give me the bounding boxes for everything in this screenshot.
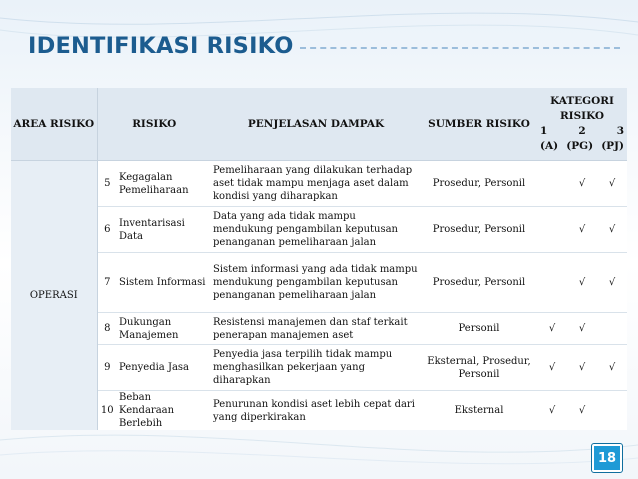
page-title: IDENTIFIKASI RISIKO [28, 33, 294, 59]
impact-description: Penurunan kondisi aset lebih cepat dari yang diperkirakan [211, 391, 421, 431]
risk-name: Sistem Informasi [117, 253, 211, 313]
category-1-check: √ [537, 345, 567, 391]
risk-name: Dukungan Manajemen [117, 313, 211, 345]
category-code: (PJ) [601, 140, 624, 152]
category-2-check: √ [567, 161, 597, 207]
risk-source: Prosedur, Personil [421, 207, 537, 253]
impact-description: Penyedia jasa terpilih tidak mampu menghasilkan pekerjaan yang diharapkan [211, 345, 421, 391]
row-number: 9 [97, 345, 117, 391]
table-row [11, 253, 627, 313]
page-number-badge: 18 [592, 444, 622, 472]
risk-name: Beban Kendaraan Berlebih [117, 391, 211, 431]
category-1-check [537, 161, 567, 207]
impact-description: Data yang ada tidak mampu mendukung pengambilan keputusan penanganan pemeliharaan jalan [211, 207, 421, 253]
header-category [537, 88, 627, 161]
risk-name: Kegagalan Pemeliharaan [117, 161, 211, 207]
category-3-check: √ [597, 345, 627, 391]
risk-name: Inventarisasi Data [117, 207, 211, 253]
risk-source: Eksternal, Prosedur, Personil [421, 345, 537, 391]
table-row [11, 391, 627, 431]
table-header-row [11, 88, 627, 161]
table-row [11, 207, 627, 253]
category-1-check [537, 207, 567, 253]
risk-table [11, 88, 627, 430]
risk-source: Personil [421, 313, 537, 345]
category-2-check: √ [567, 345, 597, 391]
table-row [11, 161, 627, 207]
risk-source: Prosedur, Personil [421, 253, 537, 313]
category-3-check [597, 313, 627, 345]
category-3-check: √ [597, 207, 627, 253]
header-source: SUMBER RISIKO [421, 88, 537, 161]
category-2-check: √ [567, 313, 597, 345]
category-number: 3 [616, 125, 624, 137]
category-3-check: √ [597, 253, 627, 313]
category-code: (A) [540, 140, 559, 152]
category-1-check [537, 253, 567, 313]
row-number: 8 [97, 313, 117, 345]
table-row [11, 313, 627, 345]
category-1-check: √ [537, 313, 567, 345]
category-2-check: √ [567, 253, 597, 313]
header-area: AREA RISIKO [11, 88, 97, 161]
row-number: 5 [97, 161, 117, 207]
risk-name: Penyedia Jasa [117, 345, 211, 391]
risk-source: Eksternal [421, 391, 537, 431]
row-number: 6 [97, 207, 117, 253]
header-category-label: KATEGORI RISIKO [550, 95, 614, 122]
title-divider [300, 47, 620, 50]
category-3-check [597, 391, 627, 431]
category-3-check: √ [597, 161, 627, 207]
header-risk: RISIKO [97, 88, 211, 161]
header-impact: PENJELASAN DAMPAK [211, 88, 421, 161]
category-number: 2 [578, 125, 586, 137]
impact-description: Pemeliharaan yang dilakukan terhadap aset tidak mampu menjaga aset dalam kondisi yang diharapkan [211, 161, 421, 207]
category-2-check: √ [567, 391, 597, 431]
row-number: 7 [97, 253, 117, 313]
impact-description: Resistensi manajemen dan staf terkait penerapan manajemen aset [211, 313, 421, 345]
category-2-check: √ [567, 207, 597, 253]
impact-description: Sistem informasi yang ada tidak mampu mendukung pengambilan keputusan penanganan pemeliharaan jalan [211, 253, 421, 313]
row-number: 10 [97, 391, 117, 431]
category-code: (PG) [566, 140, 594, 152]
category-number: 1 [540, 125, 548, 137]
area-cell: OPERASI [11, 161, 97, 431]
risk-source: Prosedur, Personil [421, 161, 537, 207]
table-row [11, 345, 627, 391]
category-1-check: √ [537, 391, 567, 431]
